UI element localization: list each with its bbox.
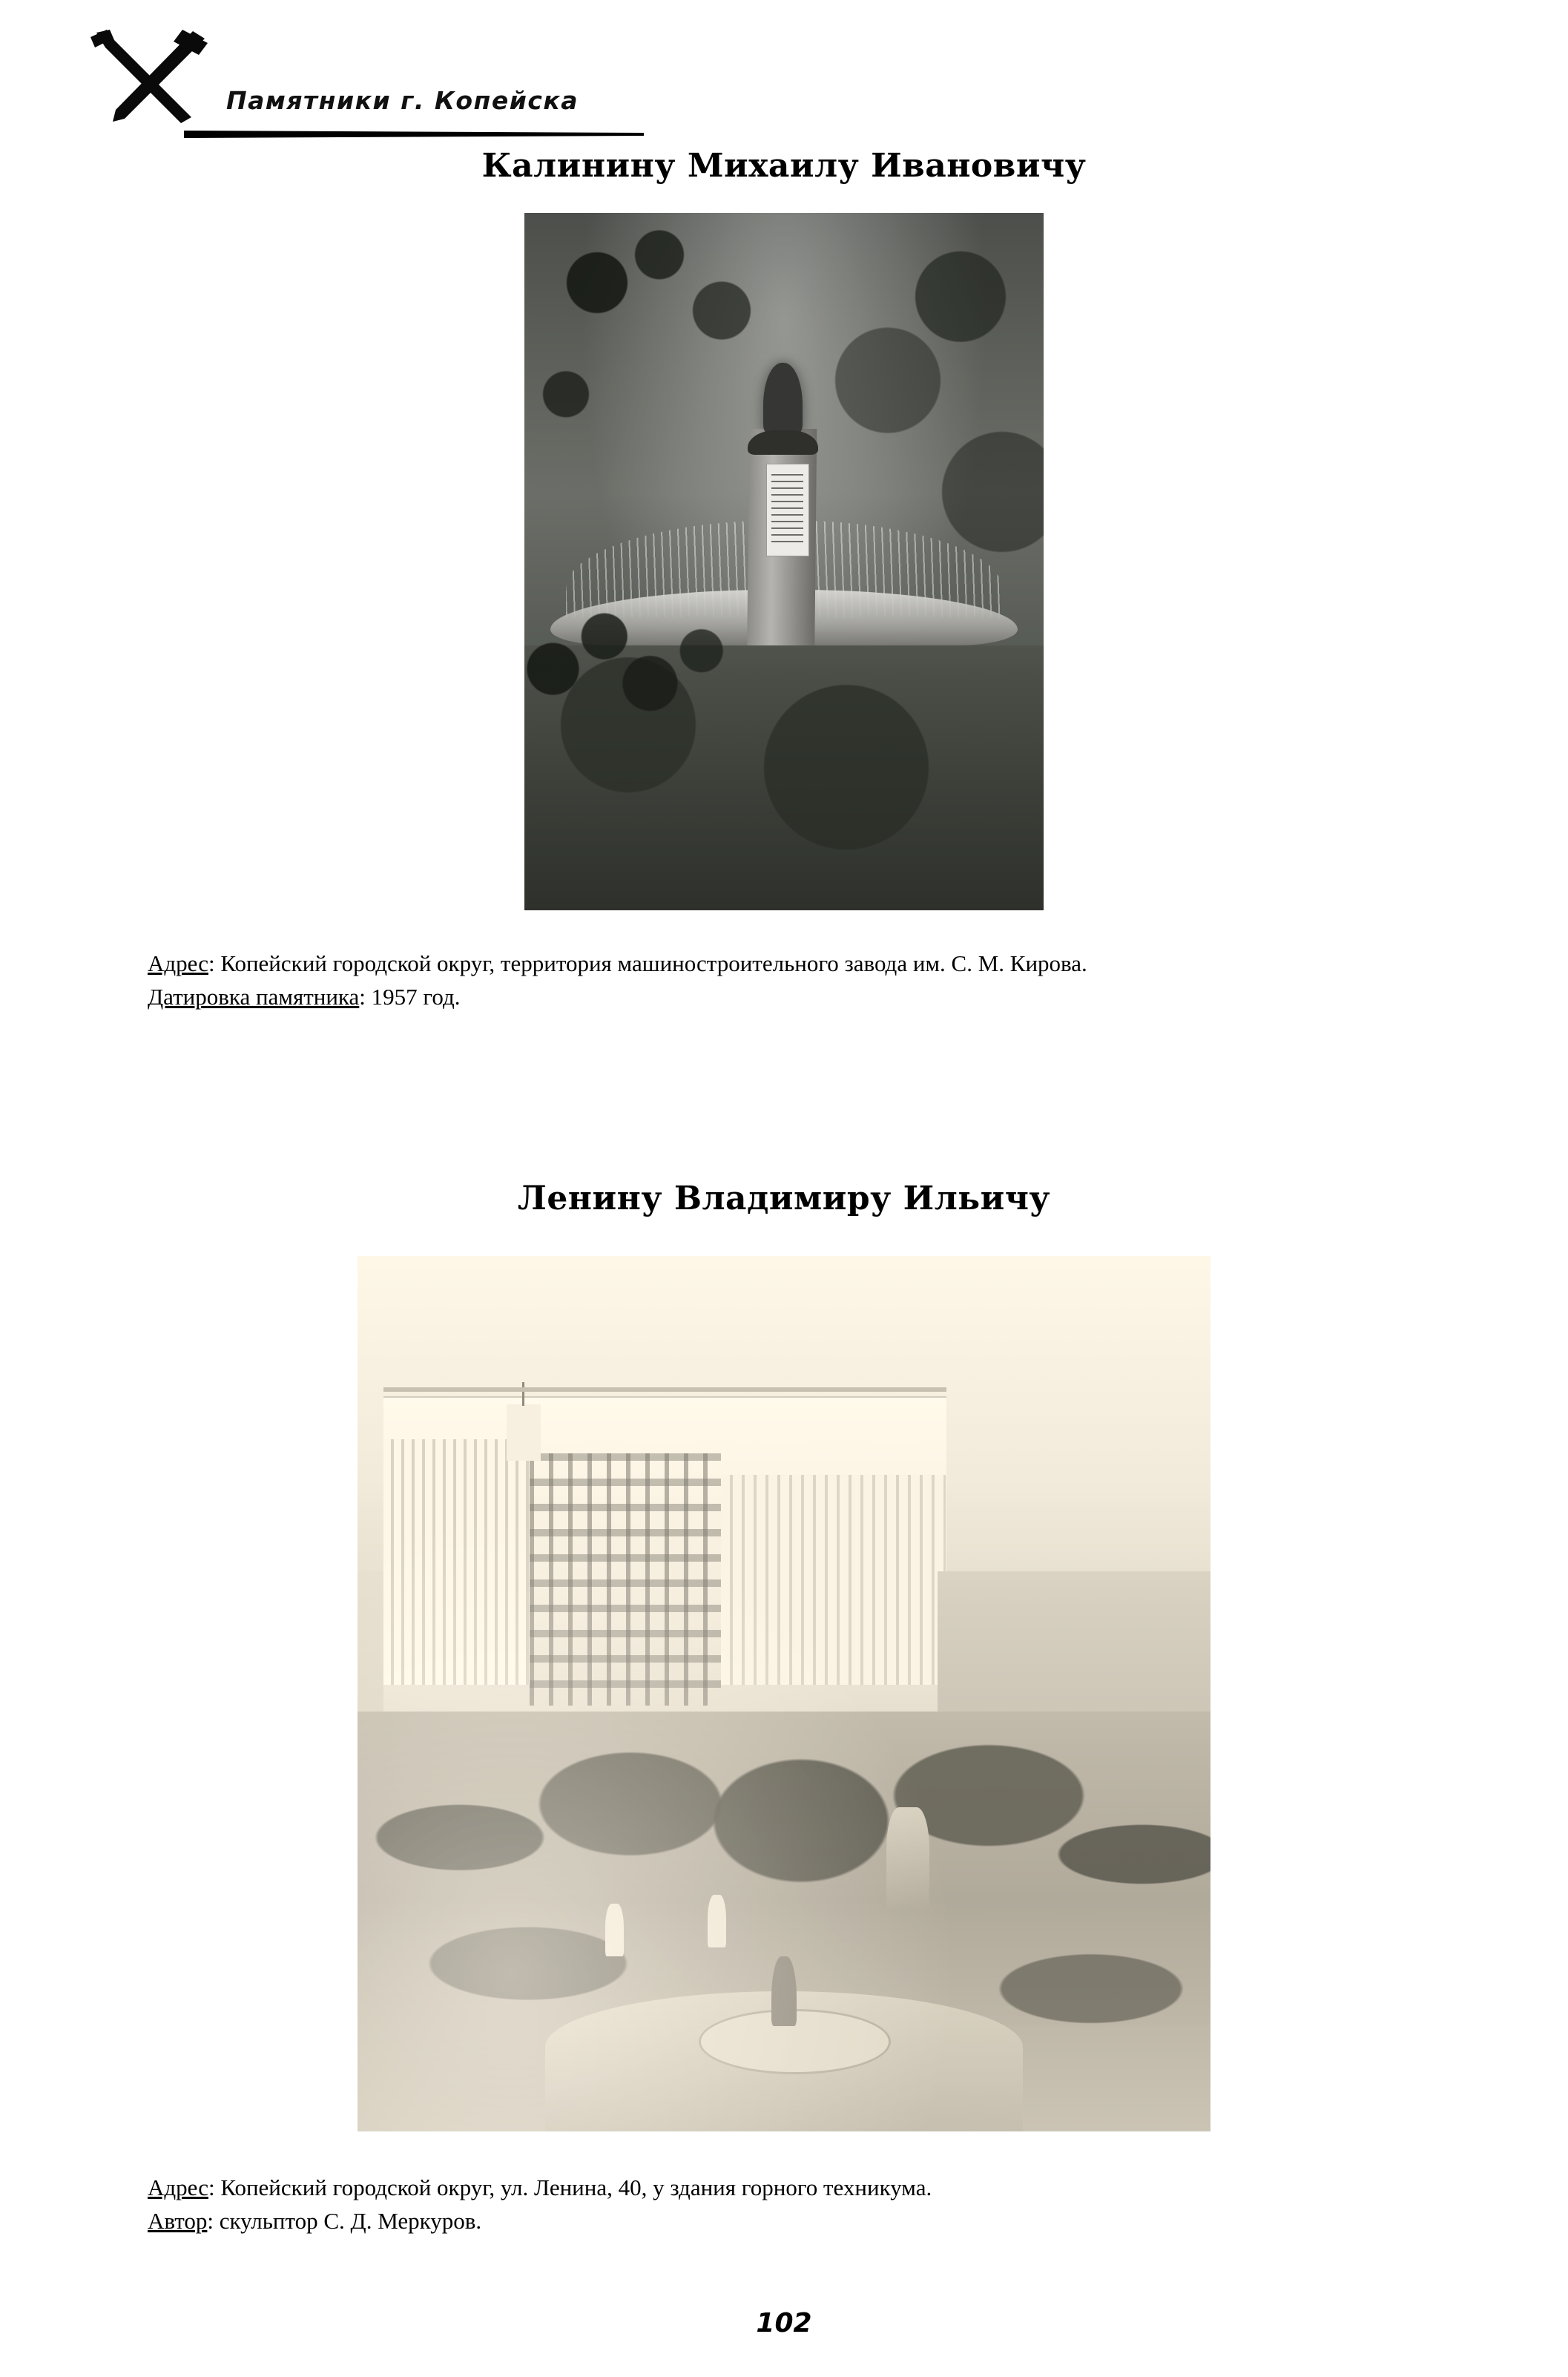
details-lenin <box>94 2173 1474 2237</box>
park-statue-group <box>886 1807 929 1913</box>
detail-date <box>94 982 1474 1013</box>
monument-bust <box>763 363 803 436</box>
detail-author-value: : скульптор С. Д. Меркуров. <box>207 2207 482 2234</box>
detail-date-label: Датировка памятника <box>148 983 360 1010</box>
detail-address-label: Адрес <box>148 950 208 976</box>
detail-date-value: : 1957 год. <box>359 983 461 1010</box>
photo-container-kalinin <box>0 213 1568 910</box>
building-colonnade <box>383 1439 530 1684</box>
foreground-branch <box>524 596 810 777</box>
detail-address-value: : Копейский городской округ, ул. Ленина, 40, у здания горного техникума. <box>208 2174 932 2200</box>
monument-plaque <box>766 464 809 556</box>
building-roofline <box>383 1387 946 1392</box>
page-number: 102 <box>756 2308 812 2338</box>
plaque-text-lines <box>771 474 803 547</box>
hammer-and-pick-icon <box>80 28 214 125</box>
building-right-wing <box>721 1475 946 1685</box>
page-header <box>0 21 1568 125</box>
park-vase-right <box>708 1895 726 1947</box>
page-title: Калинину Михаилу Ивановичу <box>481 147 1087 185</box>
monument-section-lenin <box>0 1180 1568 2240</box>
monument-photo-kalinin <box>524 213 1044 910</box>
detail-address-value: : Копейский городской округ, территория машиностроительного завода им. С. М. Кирова. <box>208 950 1087 976</box>
header-divider <box>184 131 644 138</box>
detail-author <box>94 2206 1474 2237</box>
photo-container-lenin <box>0 1256 1568 2131</box>
detail-author-label: Автор <box>148 2207 208 2234</box>
building-tower <box>507 1404 541 1461</box>
fountain-statue <box>771 1956 797 2026</box>
building-windows <box>530 1453 721 1706</box>
header-title: Памятники г. Копейска <box>226 86 579 115</box>
monument-section-kalinin <box>0 147 1568 1016</box>
section-title-lenin: Ленину Владимиру Ильичу <box>517 1180 1051 1217</box>
detail-address <box>94 949 1474 979</box>
park-vase-left <box>605 1904 624 1956</box>
detail-address-label: Адрес <box>148 2174 208 2200</box>
monument-photo-lenin <box>358 1256 1210 2131</box>
technical-college-building <box>383 1396 946 1748</box>
detail-address <box>94 2173 1474 2203</box>
details-kalinin <box>94 949 1474 1013</box>
